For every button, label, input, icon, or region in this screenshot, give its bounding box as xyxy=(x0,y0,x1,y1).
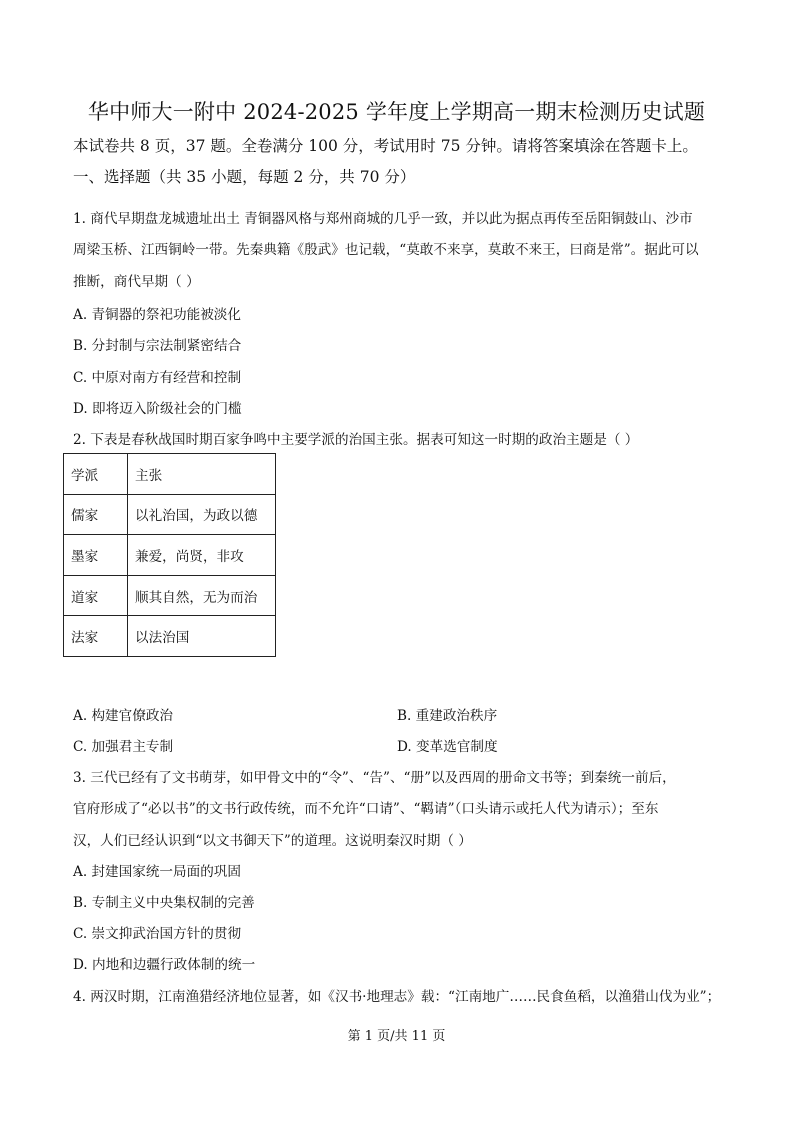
table-cell: 道家 xyxy=(64,575,128,616)
table-cell: 儒家 xyxy=(64,494,128,535)
table-row xyxy=(64,535,276,576)
table-header-cell: 学派 xyxy=(64,454,128,495)
q2-option-c: C. 加强君主专制 xyxy=(73,739,174,755)
table-row xyxy=(64,616,276,657)
table-cell: 兼爱，尚贤，非攻 xyxy=(128,535,276,576)
q1-option-d: D. 即将迈入阶级社会的门槛 xyxy=(73,401,242,417)
table-row xyxy=(64,575,276,616)
schools-table xyxy=(63,453,276,657)
q2-stem: 2. 下表是春秋战国时期百家争鸣中主要学派的治国主张。据表可知这一时期的政治主题是（ ） xyxy=(73,432,639,448)
table-header-row xyxy=(64,454,276,495)
table-header-cell: 主张 xyxy=(128,454,276,495)
q3-option-c: C. 崇文抑武治国方针的贯彻 xyxy=(73,926,242,942)
exam-instructions: 本试卷共 8 页，37 题。全卷满分 100 分，考试用时 75 分钟。请将答案填涂在答题卡上。 xyxy=(73,137,698,155)
q2-option-a: A. 构建官僚政治 xyxy=(73,708,174,724)
table-row xyxy=(64,494,276,535)
table-cell: 以礼治国，为政以德 xyxy=(128,494,276,535)
q3-option-d: D. 内地和边疆行政体制的统一 xyxy=(73,957,256,973)
q3-option-a: A. 封建国家统一局面的巩固 xyxy=(73,864,241,880)
table-cell: 顺其自然，无为而治 xyxy=(128,575,276,616)
q1-stem-line-1: 1. 商代早期盘龙城遗址出土 青铜器风格与郑州商城的几乎一致，并以此为据点再传至岳阳铜鼓山、沙市 xyxy=(73,211,693,227)
table-cell: 法家 xyxy=(64,616,128,657)
q1-stem-line-3: 推断，商代早期（ ） xyxy=(73,274,200,290)
q1-option-b: B. 分封制与宗法制紧密结合 xyxy=(73,338,242,354)
q1-option-a: A. 青铜器的祭祀功能被淡化 xyxy=(73,307,241,323)
q2-option-b: B. 重建政治秩序 xyxy=(397,708,498,724)
table-cell: 墨家 xyxy=(64,535,128,576)
q3-option-b: B. 专制主义中央集权制的完善 xyxy=(73,895,255,911)
q4-stem-line-1: 4. 两汉时期，江南渔猎经济地位显著，如《汉书·地理志》载：“江南地广……民食鱼稻，以渔猎山伐为业”； xyxy=(73,989,721,1005)
q2-option-d: D. 变革选官制度 xyxy=(397,739,498,755)
q3-stem-line-3: 汉，人们已经认识到“以文书御天下”的道理。这说明秦汉时期（ ） xyxy=(73,833,472,849)
section-heading: 一、选择题（共 35 小题，每题 2 分，共 70 分） xyxy=(73,168,416,186)
page-footer: 第 1 页/共 11 页 xyxy=(347,1029,446,1044)
q3-stem-line-1: 3. 三代已经有了文书萌芽，如甲骨文中的“令”、“告”、“册”以及西周的册命文书等；到秦统一前后， xyxy=(73,770,676,786)
exam-title: 华中师大一附中 2024-2025 学年度上学期高一期末检测历史试题 xyxy=(87,100,706,124)
q1-option-c: C. 中原对南方有经营和控制 xyxy=(73,370,242,386)
q3-stem-line-2: 官府形成了“必以书”的文书行政传统，而不允许“口请”、“羁请”（口头请示或托人代为请示）；至东 xyxy=(73,801,659,817)
table-cell: 以法治国 xyxy=(128,616,276,657)
q1-stem-line-2: 周梁玉桥、江西铜岭一带。先秦典籍《殷武》也记载，“莫敢不来享，莫敢不来王，曰商是常”。据此可以 xyxy=(73,242,699,258)
